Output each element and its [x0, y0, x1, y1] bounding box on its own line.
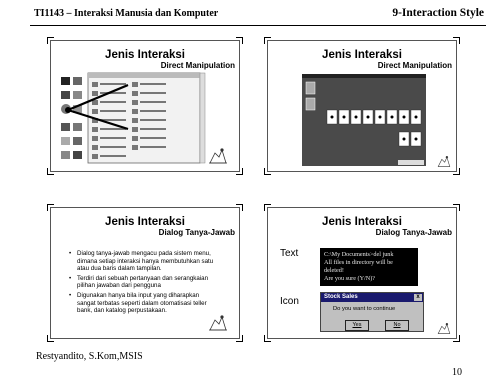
no-button[interactable]: No [385, 320, 409, 331]
close-icon[interactable]: x [414, 294, 422, 301]
slide-direct-manipulation-solitaire [267, 40, 457, 172]
mascot-icon [436, 155, 452, 168]
console-line: Are you sure (Y/N)? [324, 275, 376, 282]
desktop-screenshot [57, 71, 217, 169]
bullet-item: • Digunakan hanya bila input yang diharapkan sangat terbatas seperti dalam otomatisasi teller bank, dan katalog perpustakaan. [69, 292, 217, 315]
section-title: 9-Interaction Style [392, 7, 484, 19]
console-line: All files in directory will be deleted! [324, 259, 393, 274]
slide-subtitle: Dialog Tanya-Jawab [375, 228, 452, 237]
solitaire-screenshot [302, 74, 426, 166]
slide-title: Jenis Interaksi [105, 216, 185, 228]
header-rule [30, 25, 486, 26]
course-title: TI1143 – Interaksi Manusia dan Komputer [34, 8, 219, 19]
yes-button[interactable]: Yes [345, 320, 369, 331]
slide-direct-manipulation-desktop [50, 40, 240, 172]
slide-subtitle: Dialog Tanya-Jawab [158, 228, 235, 237]
bullet-item: • Terdiri dari sebuah pertanyaan dan serangkaian pilihan jawaban dari pengguna [69, 275, 217, 290]
dialog-box-example [320, 292, 424, 332]
mascot-icon [436, 322, 452, 335]
text-label: Text [280, 248, 299, 259]
slide-title: Jenis Interaksi [322, 216, 402, 228]
bullet-list [69, 250, 217, 317]
dialog-title-text: Stock Sales [324, 294, 358, 300]
icon-label: Icon [280, 296, 299, 307]
slide-subtitle: Direct Manipulation [377, 61, 452, 70]
page-number: 10 [452, 367, 462, 378]
dialog-title [321, 293, 423, 302]
slide-title: Jenis Interaksi [322, 49, 402, 61]
slide-subtitle: Direct Manipulation [160, 61, 235, 70]
author-footer: Restyandito, S.Kom,MSIS [36, 351, 143, 362]
bullet-item: • Dialog tanya-jawab mengacu pada sistem menu, dimana setiap interaksi hanya membutuhkan satu atau dua baris dalam tampilan. [69, 250, 217, 273]
command-prompt-example [320, 248, 418, 286]
slide-dialog-bullets [50, 207, 240, 339]
console-line: C:\My Documents>del junk [324, 251, 394, 258]
mascot-icon [207, 314, 229, 332]
slide-dialog-examples [267, 207, 457, 339]
dialog-message: Do you want to continue [333, 306, 396, 312]
mascot-icon [207, 147, 229, 165]
slide-title: Jenis Interaksi [105, 49, 185, 61]
